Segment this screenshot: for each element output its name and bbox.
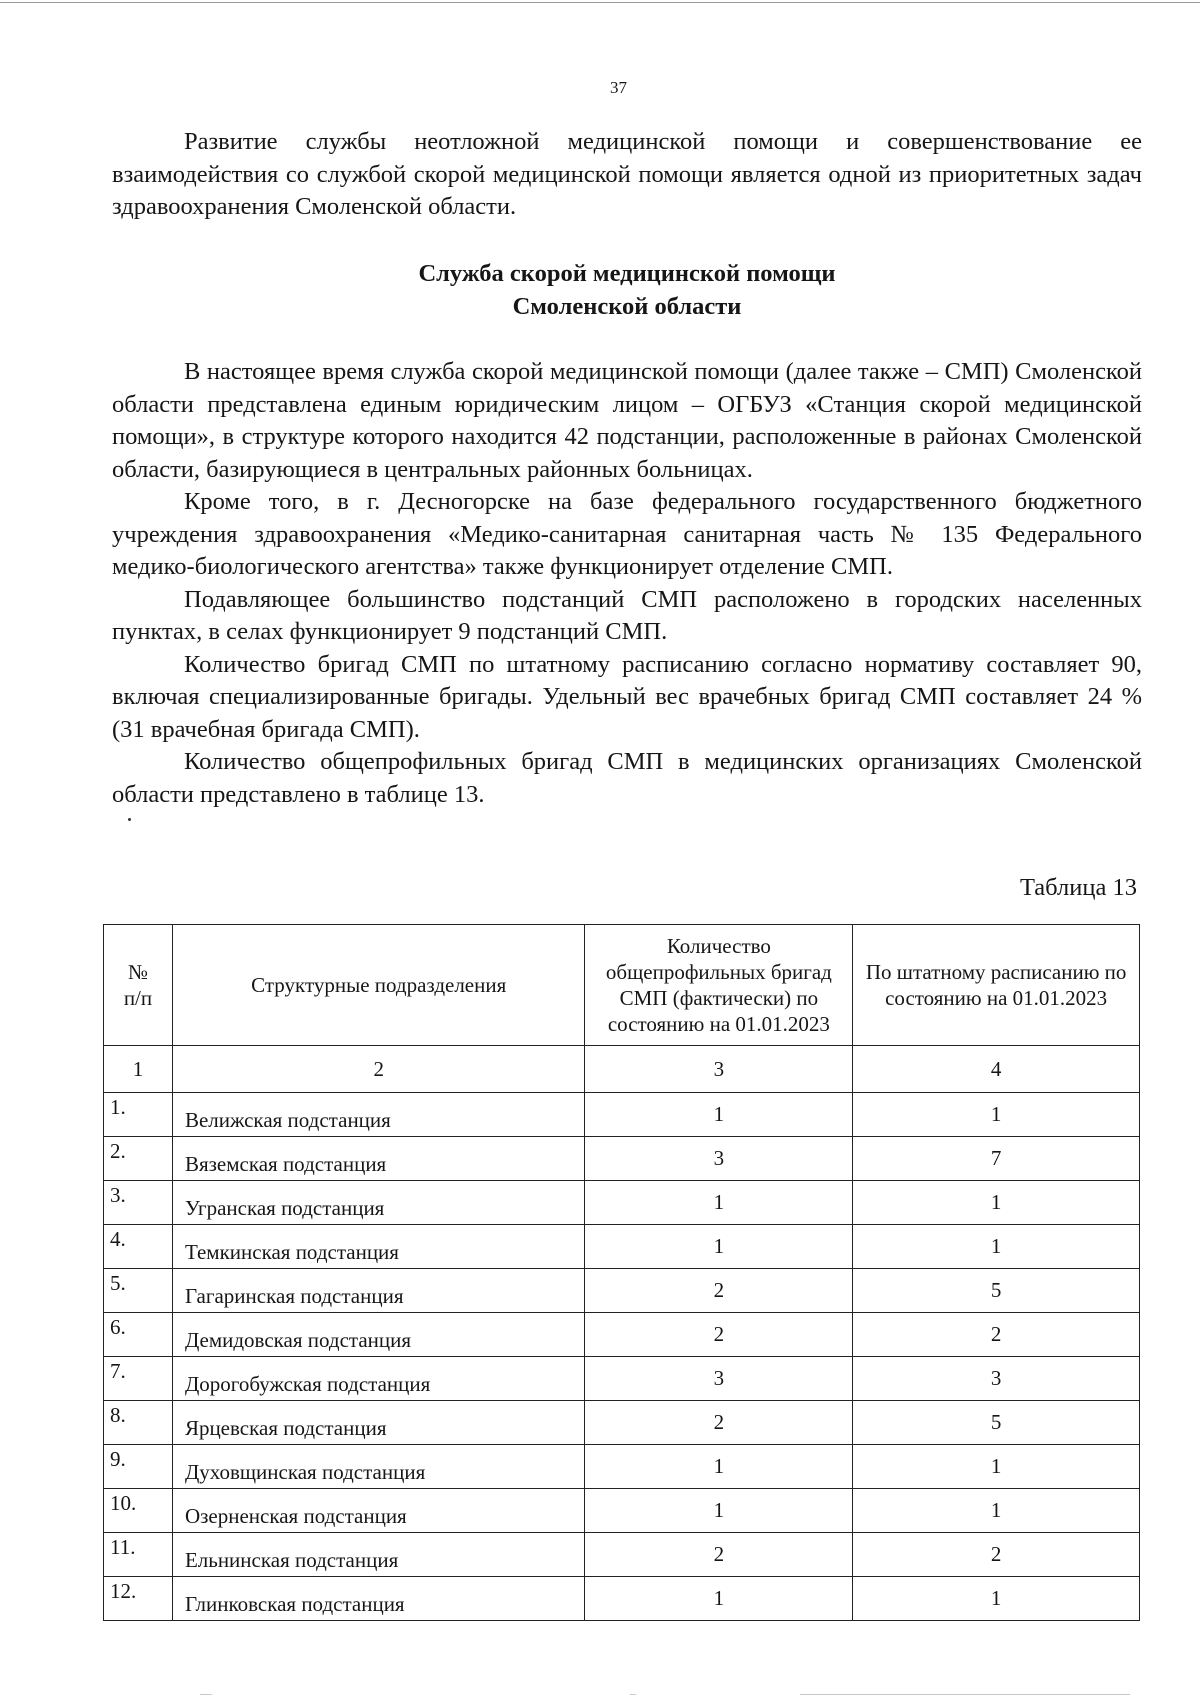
row-name: Духовщинская подстанция [172,1445,585,1489]
paragraph-table-ref: Количество общепрофильных бригад СМП в медицинских организациях Смоленской области представлено в таблице 13. [112,748,1142,808]
column-number: 4 [853,1046,1140,1093]
table-row [104,1313,1140,1357]
row-fact: 1 [585,1181,853,1225]
row-number: 11. [104,1533,173,1577]
header-staff: По штатному расписанию по состоянию на 01.01.2023 [853,925,1140,1046]
row-staff: 2 [853,1533,1140,1577]
scan-speck [128,818,131,821]
intro-block [112,126,1142,224]
row-fact: 1 [585,1225,853,1269]
row-name: Глинковская подстанция [172,1577,585,1621]
table-row [104,1093,1140,1137]
paragraph-brigades: Количество бригад СМП по штатному расписанию согласно нормативу составляет 90, включая специализированные бригады. Удельный вес врачебных бригад СМП составляет 24 % (31 врачебная бригада СМП). [112,650,1142,743]
row-number: 8. [104,1401,173,1445]
row-number: 6. [104,1313,173,1357]
row-number: 7. [104,1357,173,1401]
row-name: Темкинская подстанция [172,1225,585,1269]
row-number: 1. [104,1093,173,1137]
page-number: 37 [610,78,627,97]
row-fact: 3 [585,1137,853,1181]
header-number-sign: № [127,960,148,984]
row-number: 2. [104,1137,173,1181]
row-fact: 2 [585,1269,853,1313]
row-name: Ельнинская подстанция [172,1533,585,1577]
table-header-row [104,925,1140,1046]
section-title-line2: Смоленской области [512,292,742,320]
row-name: Гагаринская подстанция [172,1269,585,1313]
row-number: 9. [104,1445,173,1489]
row-fact: 2 [585,1533,853,1577]
table-row [104,1489,1140,1533]
row-name: Озерненская подстанция [172,1489,585,1533]
row-fact: 2 [585,1313,853,1357]
column-number: 2 [172,1046,585,1093]
table-row [104,1445,1140,1489]
table-row [104,1269,1140,1313]
column-number: 3 [585,1046,853,1093]
section-heading [112,258,1142,323]
row-name: Демидовская подстанция [172,1313,585,1357]
bottom-scan-mark [800,1694,1130,1695]
row-number: 3. [104,1181,173,1225]
row-fact: 1 [585,1445,853,1489]
row-name: Дорогобужская подстанция [172,1357,585,1401]
row-fact: 2 [585,1401,853,1445]
table-row [104,1137,1140,1181]
table-row [104,1357,1140,1401]
row-staff: 3 [853,1357,1140,1401]
row-number: 4. [104,1225,173,1269]
row-fact: 1 [585,1093,853,1137]
row-staff: 1 [853,1093,1140,1137]
column-number: 1 [104,1046,173,1093]
header-fact: Количество общепрофильных бригад СМП (фактически) по состоянию на 01.01.2023 [585,925,853,1046]
row-staff: 7 [853,1137,1140,1181]
table-row [104,1225,1140,1269]
table-caption: Таблица 13 [1019,874,1137,901]
header-name: Структурные подразделения [172,925,585,1046]
bottom-scan-mark [630,1694,636,1695]
top-scan-edge [0,2,1200,3]
bottom-scan-mark [200,1694,212,1695]
table-row [104,1533,1140,1577]
row-name: Вяземская подстанция [172,1137,585,1181]
section-title-line1: Служба скорой медицинской помощи [418,260,836,287]
row-staff: 5 [853,1401,1140,1445]
intro-paragraph: Развитие службы неотложной медицинской помощи и совершенствование ее взаимодействия со службой скорой медицинской помощи является одной из приоритетных задач здравоохранения Смоленской области. [112,128,1142,220]
row-number: 12. [104,1577,173,1621]
row-fact: 3 [585,1357,853,1401]
table-row [104,1401,1140,1445]
paragraph-substations: Подавляющее большинство подстанций СМП расположено в городских населенных пунктах, в селах функционирует 9 подстанций СМП. [112,585,1142,645]
header-number-pp: п/п [123,986,153,1010]
row-fact: 1 [585,1489,853,1533]
row-staff: 1 [853,1181,1140,1225]
column-number-row [104,1046,1140,1093]
row-name: Велижская подстанция [172,1093,585,1137]
row-fact: 1 [585,1577,853,1621]
table-row [104,1181,1140,1225]
row-staff: 5 [853,1269,1140,1313]
header-number [104,925,173,1046]
row-staff: 1 [853,1577,1140,1621]
row-name: Ярцевская подстанция [172,1401,585,1445]
row-name: Угранская подстанция [172,1181,585,1225]
paragraph-smp-structure: В настоящее время служба скорой медицинской помощи (далее также – СМП) Смоленской области представлена единым юридическим лицом – ОГБУЗ «Станция скорой медицинской помощи», в структуре которого находится 42 подстанции, расположенные в районах Смоленской области, базирующиеся в центральных районных больницах. [112,358,1142,483]
row-staff: 1 [853,1225,1140,1269]
row-staff: 1 [853,1445,1140,1489]
row-number: 10. [104,1489,173,1533]
row-staff: 1 [853,1489,1140,1533]
paragraph-desnogorsk: Кроме того, в г. Десногорске на базе федерального государственного бюджетного учреждения здравоохранения «Медико-санитарная санитарная часть № 135 Федерального медико-биологического агентства» также функционирует отделение СМП. [112,488,1142,580]
row-staff: 2 [853,1313,1140,1357]
brigades-table [103,924,1140,1621]
body-text [112,356,1142,811]
row-number: 5. [104,1269,173,1313]
table-row [104,1577,1140,1621]
